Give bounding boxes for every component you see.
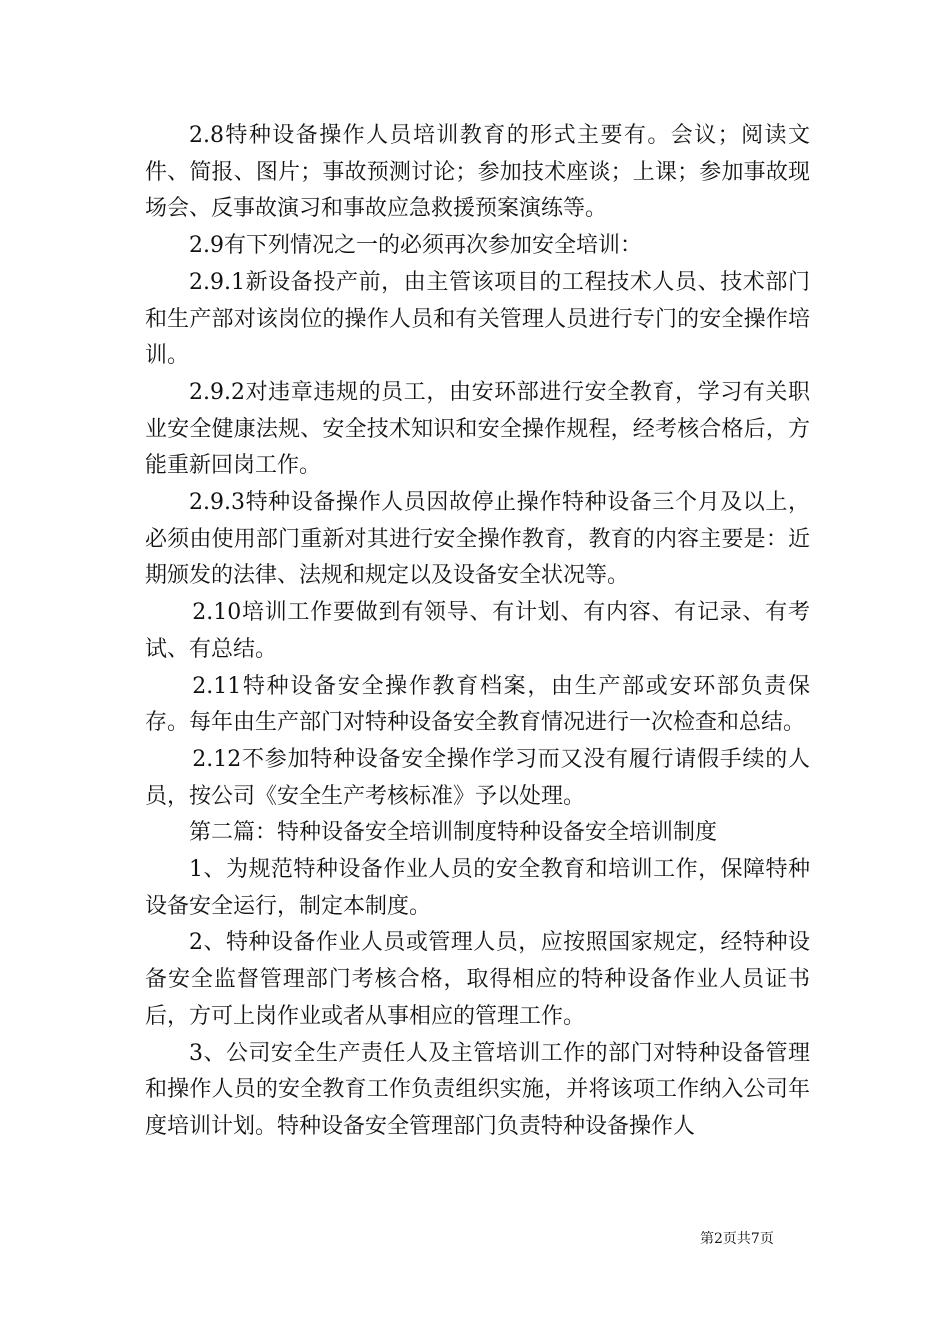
paragraph-item-3: 3、公司安全生产责任人及主管培训工作的部门对特种设备管理和操作人员的安全教育工作负责组织实施，并将该项工作纳入公司年度培训计划。特种设备安全管理部门负责特种设备操作人 — [145, 1040, 810, 1139]
paragraph-2-8: 2.8特种设备操作人员培训教育的形式主要有。会议；阅读文件、简报、图片；事故预测讨论；参加技术座谈；上课；参加事故现场会、反事故演习和事故应急救援预案演练等。 — [145, 123, 810, 222]
paragraph-2-12: 2.12不参加特种设备安全操作学习而又没有履行请假手续的人员，按公司《安全生产考核标准》予以处理。 — [145, 746, 810, 809]
document-body — [145, 118, 810, 1146]
paragraph-2-9-1: 2.9.1新设备投产前，由主管该项目的工程技术人员、技术部门和生产部对该岗位的操作人员和有关管理人员进行专门的安全操作培训。 — [145, 269, 810, 369]
page-number: 第2页共7页 — [700, 1231, 774, 1247]
section-heading: 第二篇：特种设备安全培训制度特种设备安全培训制度 — [189, 820, 718, 846]
paragraph-item-1: 1、为规范特种设备作业人员的安全教育和培训工作，保障特种设备安全运行，制定本制度。 — [145, 857, 810, 919]
paragraph-item-2: 2、特种设备作业人员或管理人员，应按照国家规定，经特种设备安全监督管理部门考核合格，取得相应的特种设备作业人员证书后，方可上岗作业或者从事相应的管理工作。 — [145, 930, 810, 1029]
paragraph-2-11: 2.11特种设备安全操作教育档案，由生产部或安环部负责保存。每年由生产部门对特种设备安全教育情况进行一次检查和总结。 — [145, 673, 810, 736]
paragraph-2-9-3: 2.9.3特种设备操作人员因故停止操作特种设备三个月及以上，必须由使用部门重新对其进行安全操作教育，教育的内容主要是：近期颁发的法律、法规和规定以及设备安全状况等。 — [145, 490, 810, 589]
paragraph-2-9-2: 2.9.2对违章违规的员工，由安环部进行安全教育，学习有关职业安全健康法规、安全技术知识和安全操作规程，经考核合格后，方能重新回岗工作。 — [145, 379, 810, 479]
paragraph-2-9: 2.9有下列情况之一的必须再次参加安全培训： — [189, 233, 642, 259]
paragraph-2-10: 2.10培训工作要做到有领导、有计划、有内容、有记录、有考试、有总结。 — [145, 600, 810, 662]
